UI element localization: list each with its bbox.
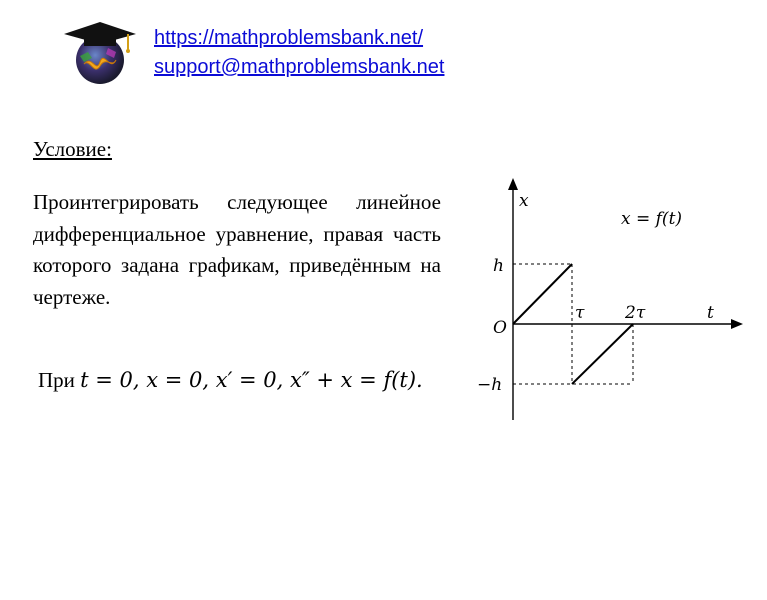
conditions-prefix: При [38, 368, 75, 392]
tick-tau-label: τ [575, 303, 585, 323]
task-text: Проинтегрировать следующее линейное дифференциальное уравнение, правая часть которого задана графикам, приведённым на чертеже. [33, 190, 441, 309]
conditions-line [38, 368, 423, 393]
origin-label: O [493, 318, 507, 338]
segment-rise-2 [572, 324, 633, 384]
section-title: Условие: [33, 137, 112, 161]
tick-minus-h-label: −h [477, 375, 503, 395]
support-email-link[interactable]: support@mathproblemsbank.net [154, 56, 445, 78]
y-axis-label: x [519, 191, 529, 211]
graduation-cap-globe-icon [62, 18, 138, 86]
site-logo [62, 18, 138, 86]
segment-rise-1 [513, 264, 572, 324]
x-axis-label: t [707, 303, 714, 323]
conditions-formula: t = 0, x = 0, x′ = 0, x″ + x = f(t). [80, 368, 423, 392]
function-label: x = f(t) [621, 209, 683, 229]
y-axis-arrow-icon [508, 178, 518, 190]
site-url-link[interactable]: https://mathproblemsbank.net/ [154, 27, 424, 49]
function-graph [465, 170, 755, 430]
header-links [154, 24, 444, 82]
tick-2tau-label: 2τ [625, 303, 646, 323]
x-axis-arrow-icon [731, 319, 743, 329]
tick-h-label: h [493, 256, 504, 276]
